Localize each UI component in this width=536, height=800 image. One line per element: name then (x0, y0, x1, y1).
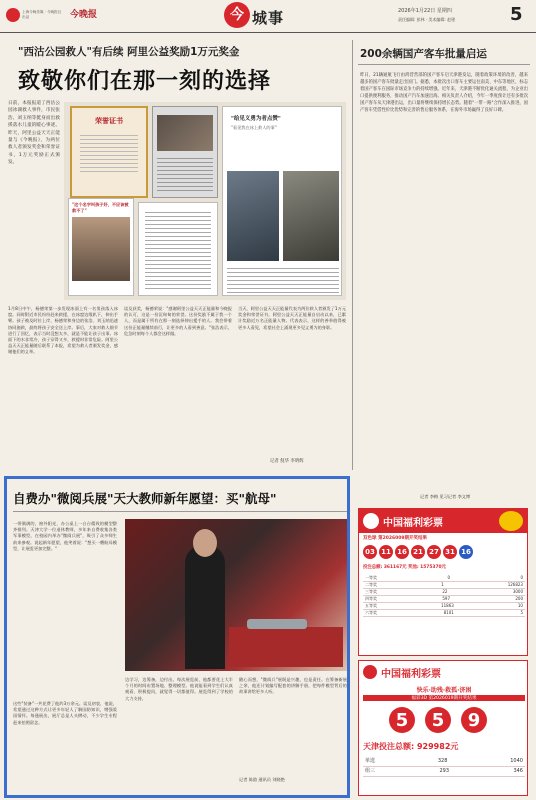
paper-name: 今晚报 (70, 10, 98, 20)
lottery-top-sales: 投注总额: 361167元 奖池: 1575370元 (363, 565, 446, 570)
news-clip-quote2: "看见我在冰上救人的事" (231, 125, 277, 130)
lottery-top-balls (363, 545, 475, 559)
lead-body-col3: 当天，阿里公益天天正能量代表为两位救人者颁发了1万元奖金和荣誉证书。阿里公益天天正能量自启动以来，已累计奖励近万名正能量人物。代表表示，这样的善举值得被更多人看见，希望社会上涌现更多见义勇为的身影。 (238, 306, 346, 330)
editor-line: 责任编辑: 彭林 · 美术编辑: 赵建 (398, 17, 456, 22)
news-clip-image-2 (283, 171, 339, 261)
news-clip-image-1 (227, 171, 279, 261)
prize-row: 组三 293 346 (363, 767, 525, 777)
lottery-top-game: 双色球 (363, 536, 377, 541)
model-aircraft (247, 619, 307, 629)
newspaper-photo (152, 106, 218, 198)
red-ball: 03 (363, 545, 377, 559)
red-ball: 31 (443, 545, 457, 559)
lottery-bottom-logo-icon (363, 665, 377, 679)
right-story-body: 昨日，21辆通航飞行由鸿营营部的国产客车启天津港发运，随着政策环境的改善，越来越多的国产客车批量走出国门。据悉，本批次出口客车主要运往南美、中东等地区，标志着国产客车在国际市场竞争力的持续增强。近年来，天津港不断优化通关流程，为企业出口提供便利服务，推动国产汽车加速出海。相关负责人介绍，今年一季度预计还有多批次国产客车从天津港出运，出口量将继续保持增长态势。随着"一带一路"合作深入推进，国产客车凭借性价比优势和完善的售后服务体系，在海外市场赢得了良好口碑。 (360, 73, 528, 114)
lottery-bottom (358, 660, 528, 796)
teacher-head (193, 529, 217, 557)
certificate-photo (70, 106, 148, 198)
feature-body-col4: 随心而想，"微阅兵"展既是兴趣，也是责任。在筹备新展之余，他还计划编写配套的讲解手册，把每件模型背后的故事讲给更多人听。 (239, 677, 347, 695)
prize-row: 一等奖 0 0 (365, 575, 523, 580)
certificate-title: 荣誉证书 (95, 117, 123, 125)
award-photo-quote: "这个名字叫孩子好，不应该被救不了" (72, 202, 129, 213)
lead-kicker: "西沽公园救人"有后续 阿里公益奖励1万元奖金 (18, 46, 240, 58)
lottery-top-issue-text: 第2026009期开奖结果 (378, 536, 427, 541)
certificate-text-lines (80, 132, 138, 172)
masthead-rule (0, 32, 536, 33)
newspaper-photo-image (157, 115, 213, 151)
news-clip-quote: "给见义勇为者点赞" (231, 116, 281, 122)
award-photo-left (68, 198, 134, 296)
feature-title: 自费办"微阅兵展"天大教师新年愿望：买"航母" (13, 491, 277, 506)
right-story-title: 200余辆国产客车批量启运 (360, 48, 487, 60)
lottery-bottom-issue: 福彩3D 第2026019期开奖结果 (363, 695, 525, 701)
prize-row: 二等奖 1 126823 (363, 582, 525, 589)
number-ball: 5 (425, 707, 451, 733)
teacher-figure (185, 545, 225, 669)
lead-photo-block (64, 102, 346, 300)
prize-row: 三等奖 22 3000 (365, 589, 523, 594)
lottery-top-issue (363, 535, 427, 541)
prize-row: 单选 328 1040 (363, 757, 525, 767)
lottery-bottom-slogan: 快乐·助残·救孤·济困 (416, 687, 472, 694)
paper-sub: 上海今晚传媒 · 今晚报社出品 (22, 10, 62, 19)
newspaper-photo-2 (138, 202, 218, 296)
column-divider (352, 40, 353, 470)
section-logo-icon: 今 (224, 2, 250, 28)
feature-body-col3: 边学习，边筹备，边付出。每次展览前，他都要花上大半个月的时间布置场地、整理模型。他说能看到学生们认真观看、积极提问，就觉得一切都值得。展览得到了学校的大力支持。 (125, 677, 233, 701)
date-line: 2026年1月22日 星期四 (398, 8, 452, 14)
feature-title-rule (13, 511, 347, 512)
section-title: 城事 (252, 9, 285, 27)
lottery-badge (499, 511, 523, 531)
lead-byline: 记者 倪华 李明辉 (270, 459, 304, 464)
number-ball: 5 (389, 707, 415, 733)
newspaper-photo-lines (157, 155, 213, 191)
paper-logo-icon (6, 8, 20, 22)
red-ball: 11 (379, 545, 393, 559)
model-table (229, 627, 343, 667)
feature-photo (125, 519, 347, 671)
award-photo-image (72, 217, 130, 281)
number-ball: 9 (461, 707, 487, 733)
news-clip-photo (222, 106, 342, 296)
lead-body-col1: 1月8日中午，杨德荣第一步发现冰面上有一名男孩落入冰窟。同时附近市民纷纷赶来救援，在冰窟边缘趴下，伸出手臂。孩子被及时拉上岸，杨德荣和身边的张浩、刘玉纳迅速协同施救，最终将孩子安全送上岸。事后，大家对救人细节进行了回忆，表示当时没想太多，就是不能让孩子出事。冰面下的水非常冷，孩子穿得又多，救援时非常危险。阿里公益天天正能量随后联系了本报，希望为救人者颁发奖金，感谢他们的义举。 (8, 306, 118, 355)
feature-body-col1: 一带满满的，窗外阳光，办公桌上一台台精致的模型整齐排列。天津大学一位退休教师，多年来自费收集各类军事模型，在校园内举办"微阅兵展"，吸引了众多师生前来参观。说起新年愿望，他笑着说："想买一艘航母模型，让展览更加完整。" (13, 521, 117, 551)
lottery-top-brand: 中国福利彩票 (383, 518, 443, 529)
masthead (0, 0, 536, 36)
newspaper-photo-2-lines (145, 209, 211, 289)
red-ball: 21 (411, 545, 425, 559)
lottery-top-table (363, 575, 525, 617)
feature-body-col2: 这些"装备"一共花费了他约3万余元。谈及初衷，他说，希望通过这种方式让更多年轻人了解国防知识，增强爱国情怀。每逢展出，展厅总是人头攒动，不少学生专程赶来拍照留念。 (13, 701, 117, 725)
right-story-byline: 记者 李梅 见习记者 李文博 (420, 494, 471, 499)
red-ball: 27 (427, 545, 441, 559)
lottery-bottom-balls (389, 707, 487, 733)
lottery-top (358, 508, 528, 656)
feature-box (4, 476, 350, 798)
red-ball: 16 (395, 545, 409, 559)
prize-row: 四等奖 597 200 (365, 596, 523, 601)
lottery-bottom-brand: 中国福利彩票 (381, 669, 441, 680)
lottery-bottom-sales: 天津投注总额: 929982元 (363, 742, 459, 751)
feature-byline: 记者 陈韵 通讯员 刘晓艳 (239, 777, 285, 782)
lottery-bottom-header (359, 661, 527, 683)
blue-ball: 16 (459, 545, 473, 559)
prize-row: 五等奖 11863 10 (363, 603, 525, 610)
lottery-logo-icon (363, 513, 379, 529)
right-story-rule (358, 64, 530, 65)
lead-body-left: 日前，本报报道了西沽公园冰湖救人事件，市民张浩、刘玉纳等挺身而出救援落水儿童的暖心事迹。昨天，阿里公益天天正能量与《今晚报》，为两位救人者颁发奖金和荣誉证书，1万元奖励正式颁发。 (8, 101, 60, 166)
prize-row: 六等奖 8101 5 (363, 610, 525, 617)
lottery-top-header (359, 509, 527, 533)
lottery-bottom-table (363, 757, 525, 777)
lead-title: 致敬你们在那一刻的选择 (18, 68, 272, 94)
news-clip-lines (227, 265, 339, 293)
page-number: 5 (510, 4, 523, 25)
lead-body-col2: 谈及获奖，杨德荣说："感谢阿里公益天天正能量和今晚报的认可，这是一份沉甸甸的荣誉。这份奖励不属于我一个人，而是属于所有在那一刻选择伸出援手的人。我会带着这份正能量继续前行，让更多的人看到善意。"张浩表示，危急时刻每个人都会这样做。 (124, 306, 232, 336)
